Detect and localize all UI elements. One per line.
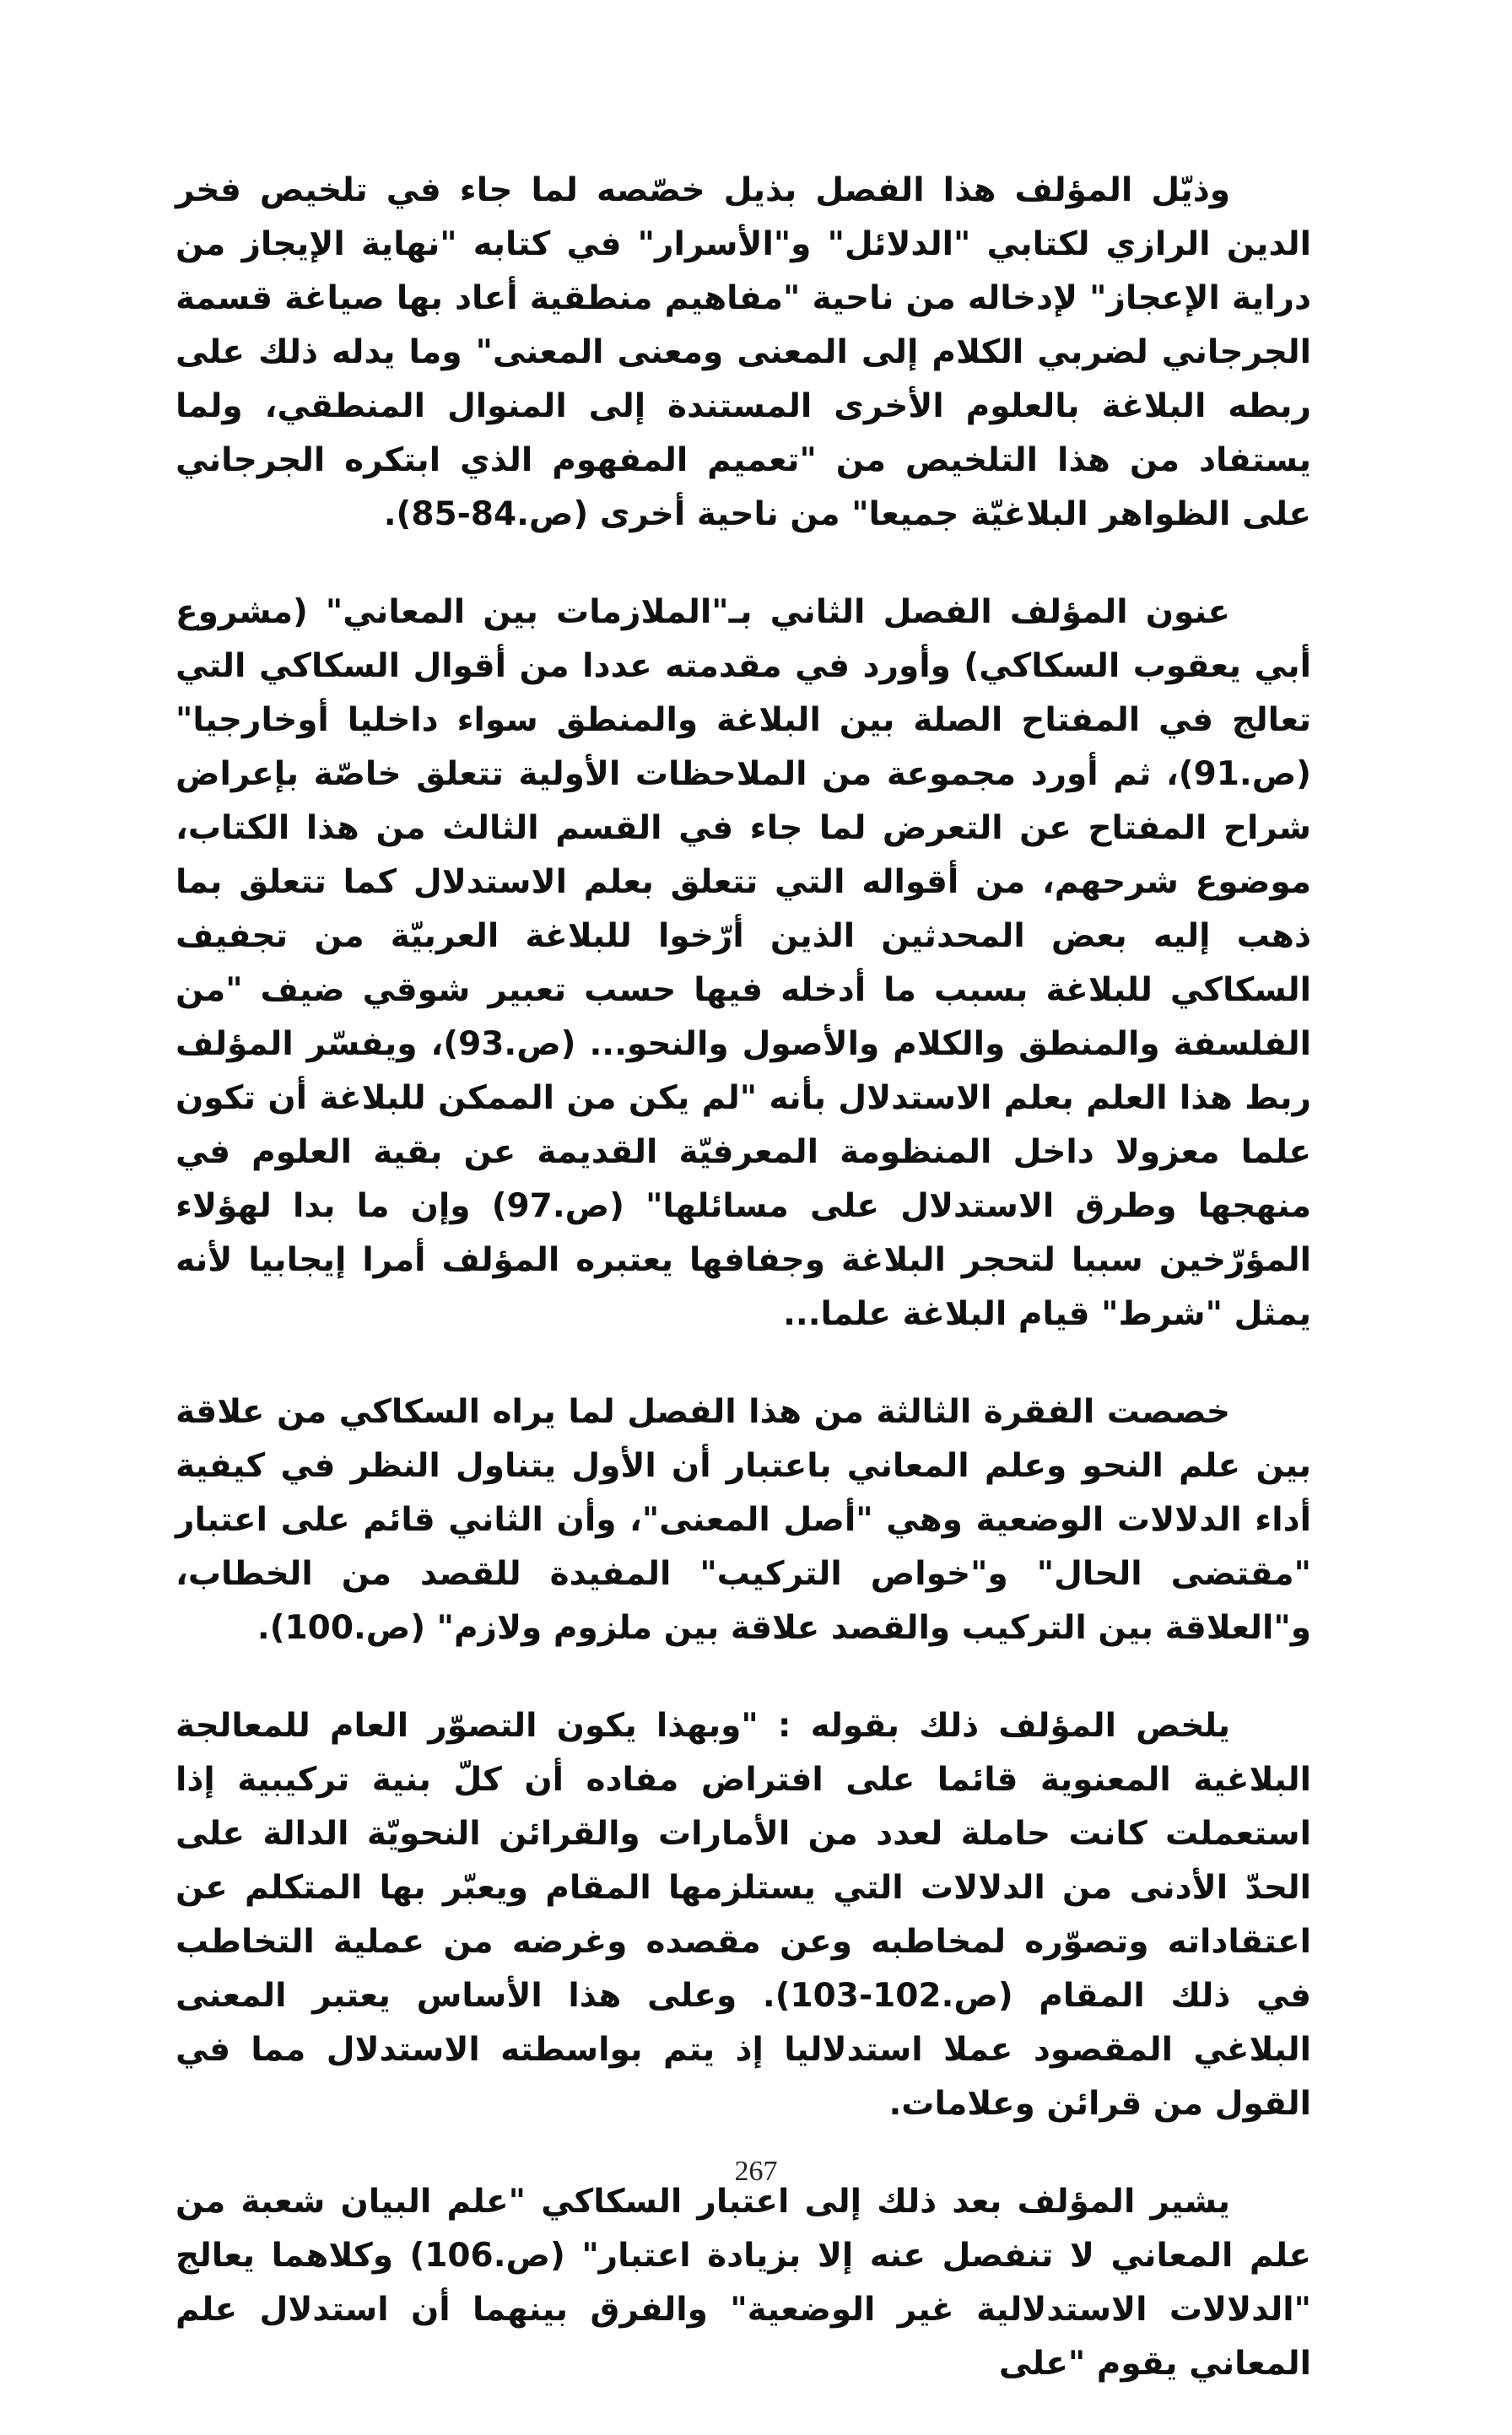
paragraph-3: خصصت الفقرة الثالثة من هذا الفصل لما يراه السكاكي من علاقة بين علم النحو وعلم المعاني باعتبار أن الأول يتناول النظر في كيفية أداء الدلالات الوضعية وهي "أصل المعنى"، وأن الثاني قائم على اعتبار "مقتضى الحال" و"خواص التركيب" المفيدة للقصد من الخطاب، و"العلاقة بين التركيب والقصد علاقة بين ملزوم ولازم" (ص.100). [176, 1393, 1311, 1647]
paragraph-4: يلخص المؤلف ذلك بقوله : "وبهذا يكون التصوّر العام للمعالجة البلاغية المعنوية قائما على افتراض مفاده أن كلّ بنية تركيبية إذا استعملت كانت حاملة لعدد من الأمارات والقرائن النحويّة الدالة على الحدّ الأدنى من الدلالات التي يستلزمها المقام ويعبّر بها المتكلم عن اعتقاداته وتصوّره لمخاطبه وعن مقصده وغرضه من عملية التخاطب في ذلك المقام (ص.102-103). وعلى هذا الأساس يعتبر المعنى البلاغي المقصود عملا استدلاليا إذ يتم بواسطته الاستدلال مما في القول من قرائن وعلامات. [176, 1707, 1311, 2123]
paragraph-5: يشير المؤلف بعد ذلك إلى اعتبار السكاكي "علم البيان شعبة من علم المعاني لا تنفصل عنه إلا بزيادة اعتبار" (ص.106) وكلاهما يعالج "الدلالات الاستدلالية غير الوضعية" والفرق بينهما أن استدلال علم المعاني يقوم "على [176, 2183, 1311, 2383]
page-number: 267 [734, 2156, 778, 2187]
body-text [176, 164, 1311, 2435]
paragraph-2: عنون المؤلف الفصل الثاني بـ"الملازمات بين المعاني" (مشروع أبي يعقوب السكاكي) وأورد في مقدمته عددا من أقوال السكاكي التي تعالج في المفتاح الصلة بين البلاغة والمنطق سواء داخليا أوخارجيا" (ص.91)، ثم أورد مجموعة من الملاحظات الأولية تتعلق خاصّة بإعراض شراح المفتاح عن التعرض لما جاء في القسم الثالث من هذا الكتاب، موضوع شرحهم، من أقواله التي تتعلق بعلم الاستدلال كما تتعلق بما ذهب إليه بعض المحدثين الذين أرّخوا للبلاغة العربيّة من تجفيف السكاكي للبلاغة بسبب ما أدخله فيها حسب تعبير شوقي ضيف "من الفلسفة والمنطق والكلام والأصول والنحو... (ص.93)، ويفسّر المؤلف ربط هذا العلم بعلم الاستدلال بأنه "لم يكن من الممكن للبلاغة أن تكون علما معزولا داخل المنظومة المعرفيّة القديمة عن بقية العلوم في منهجها وطرق الاستدلال على مسائلها" (ص.97) وإن ما بدا لهؤلاء المؤرّخين سببا لتحجر البلاغة وجفافها يعتبره المؤلف أمرا إيجابيا لأنه يمثل "شرط" قيام البلاغة علما... [176, 593, 1311, 1333]
paragraph-1: وذيّل المؤلف هذا الفصل بذيل خصّصه لما جاء في تلخيص فخر الدين الرازي لكتابي "الدلائل" و"الأسرار" في كتابه "نهاية الإيجاز من دراية الإعجاز" لإدخاله من ناحية "مفاهيم منطقية أعاد بها صياغة قسمة الجرجاني لضربي الكلام إلى المعنى ومعنى المعنى" وما يدله ذلك على ربطه البلاغة بالعلوم الأخرى المستندة إلى المنوال المنطقي، ولما يستفاد من هذا التلخيص من "تعميم المفهوم الذي ابتكره الجرجاني على الظواهر البلاغيّة جميعا" من ناحية أخرى (ص.84-85). [176, 171, 1311, 533]
